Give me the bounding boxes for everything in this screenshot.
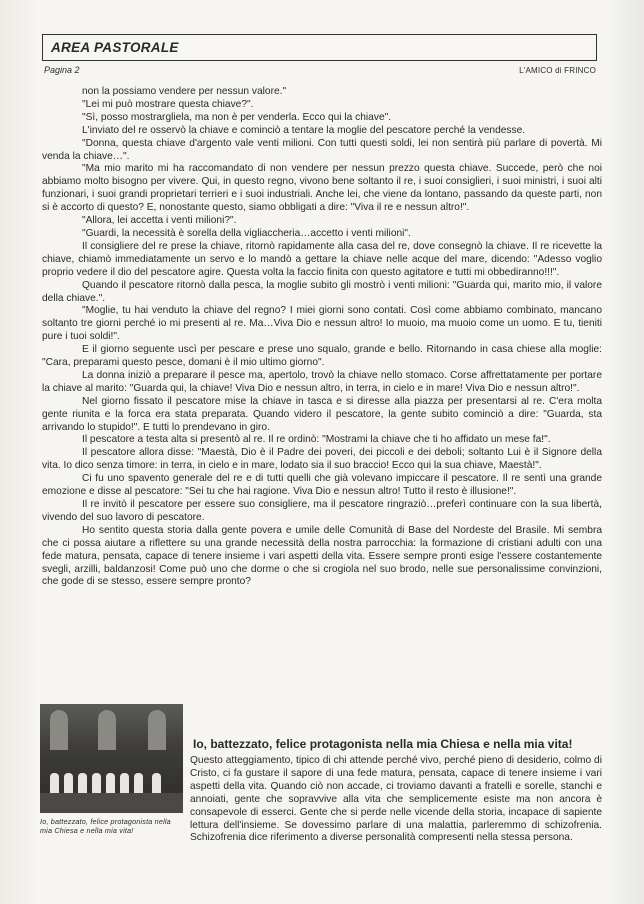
page-number: Pagina 2: [44, 65, 80, 75]
paragraph: "Ma mio marito mi ha raccomandato di non vendere per nessun prezzo questa chiave. Succede, però che noi abbiamo molto bisogno per vivere. Qui, in questo regno, vivono bene soltanto il re, i suoi consiglieri, i suoi ministri, i suoi alti funzionari, i suoi grandi proprietari terrieri e i suoi industriali. Anche lei, che viene da lontano, passando da queste parti, non si è accorto di questo? E, nonostante questo, siamo obbligati a dire: "Viva il re e nessun altro!".: [42, 163, 602, 214]
paragraph: Quando il pescatore ritornò dalla pesca, la moglie subito gli mostrò i venti milioni: "Guarda qui, marito mio, il valore della chiave.".: [42, 279, 602, 304]
paragraph: Il re invitò il pescatore per essere suo consigliere, ma il pescatore ringraziò…preferì continuare con la sua libertà, vivendo del suo lavoro di pescatore.: [42, 499, 602, 523]
paragraph: non la possiamo vendere per nessun valore.": [82, 86, 287, 97]
photo-arch: [98, 710, 116, 750]
section-title: AREA PASTORALE: [51, 40, 179, 55]
paragraph: "Guardi, la necessità è sorella della vigliaccheria…accetto i venti milioni".: [82, 227, 411, 239]
photo-arch: [148, 710, 166, 750]
paragraph: Questo atteggiamento, tipico di chi attende perché vivo, perché pieno di desiderio, colmo di Cristo, ci fa gustare il sapore di una fede matura, pensata, capace di tenere insieme i vari aspetti della vita. Quando ciò non accade, ci troviamo davanti a fratelli e sorelle, stanchi e annoiati, gente che sopravvive alla vita che semplicemente esiste ma non ancora è consapevole di esserci. Gente che si perde nelle vicende della storia, incapace di sapiente lettura dell'insieme. Se dovessimo parlare di una malattia, parleremmo di schizofrenia. Schizofrenia dice riferimento a diverse personalità compresenti nella stessa persona.: [190, 755, 602, 844]
paragraph: La donna iniziò a preparare il pesce ma, apertolo, trovò la chiave nello stomaco. Corse affrettatamente per portare la chiave al marito: "Guarda qui, la chiave! Viva Dio e nessun altro, in terra, in cielo e in mare! Viva Dio e nessun altro!".: [42, 369, 602, 394]
section-header: [42, 34, 597, 61]
paragraph: "Allora, lei accetta i venti milioni?".: [82, 215, 237, 227]
article-body-lower: [42, 755, 602, 845]
paragraph: "Lei mi può mostrare questa chiave?".: [82, 98, 254, 110]
paragraph: "Donna, questa chiave d'argento vale venti milioni. Con tutti questi soldi, lei non sentirà più parlare di povertà. Mi venda la chiave…".: [42, 137, 602, 162]
paragraph: Ho sentito questa storia dalla gente povera e umile delle Comunità di Base del Nordeste del Brasile. Mi sembra che ci possa aiutare a riflettere su una grande necessità della nostra parrocchia: la formazione di cristiani adulti con una fede matura, pensata, capace di tenere insieme i vari aspetti della vita. Essere sempre pronti esige l'essere costantemente svegli, arzilli, baldanzosi! Come può uno che dorme o che si crogiola nel suo brodo, nelle sue personalissime convinzioni, che gode di se stesso, essere sempre pronto?: [42, 524, 602, 588]
paragraph: Ci fu uno spavento generale del re e di tutti quelli che già volevano impiccare il pescatore. Il re sentì una grande emozione e disse al pescatore: "Sei tu che hai ragione. Viva Dio e nessun altro! Tutto il resto è illusione!".: [42, 473, 602, 498]
magazine-name: L'AMICO di FRINCO: [519, 66, 596, 75]
paragraph: Il pescatore a testa alta si presentò al re. Il re ordinò: "Mostrami la chiave che ti ho affidato un mese fa!".: [82, 434, 551, 446]
photo-caption: Io, battezzato, felice protagonista nella mia Chiesa e nella mia vita!: [40, 817, 171, 835]
photo-arch: [50, 710, 68, 750]
paragraph: Nel giorno fissato il pescatore mise la chiave in tasca e si diresse alla piazza per presentarsi al re. C'era molta gente riunita e la forca era stata preparata. Quando videro il pescatore, la gente subito cominciò a dire: "Guarda, sta arrivando lo stupido!". E tutti lo prendevano in giro.: [42, 395, 602, 433]
article-body: [42, 86, 602, 589]
article-subheading: Io, battezzato, felice protagonista nella mia Chiesa e nella mia vita!: [193, 737, 573, 751]
paragraph: "Moglie, tu hai venduto la chiave del regno? I miei giorni sono contati. Così come abbiamo combinato, mancano soltanto tre giorni perché io mi presenti al re. Ma…Viva Dio e nessun altro! Io muoio, ma muoio come un uomo. E tu, tieniti pure i tuoi soldi!".: [42, 305, 602, 343]
paragraph: L'inviato del re osservò la chiave e cominciò a tentare la moglie del pescatore perché la vendesse.: [82, 124, 526, 136]
paragraph: Il consigliere del re prese la chiave, ritornò rapidamente alla casa del re, dove consegnò la chiave. Il re ricevette la chiave, chiamò immediatamente un servo e lo mandò a gettare la chiave nelle acque del mare, dicendo: "Adesso voglio proprio vedere il dio del pescatore agire. Questa volta la faccio finita con questo agitatore e tutti mi obbediranno!!!".: [42, 240, 602, 278]
paragraph: "Sì, posso mostrargliela, ma non è per venderla. Ecco qui la chiave".: [82, 111, 392, 123]
paragraph: E il giorno seguente uscì per pescare e prese uno squalo, grande e bello. Ritornando in casa chiese alla moglie: "Cara, preparami questo pesce, domani è il mio ultimo giorno".: [42, 344, 602, 369]
paragraph: Il pescatore allora disse: "Maestà, Dio è il Padre dei poveri, dei piccoli e dei deboli; soltanto Lui è il Signore della vita. Io dico senza timore: in terra, in cielo e in mare, lodato sia il suo braccio! Ecco qui la sua chiave, Maestà!".: [42, 447, 602, 472]
